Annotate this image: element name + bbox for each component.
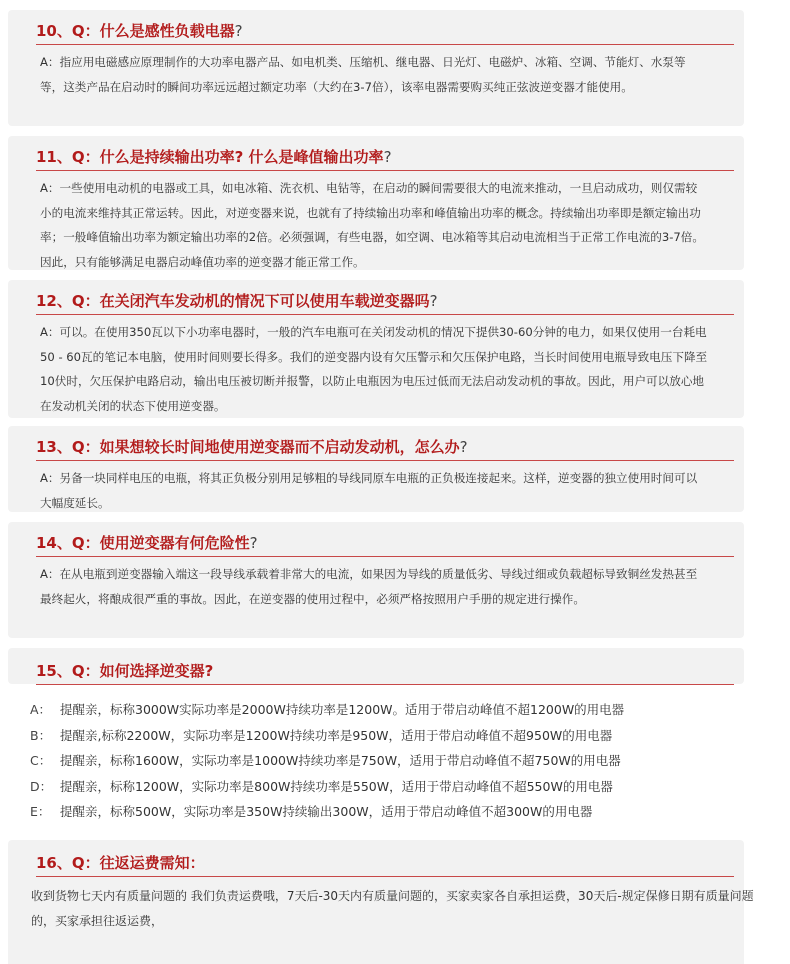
option-c: C： 提醒亲，标称1600W，实际功率是1000W持续功率是750W，适用于带启动峰值不超750W的用电器 xyxy=(30,753,621,768)
option-a: A： 提醒亲，标称3000W实际功率是2000W持续功率是1200W。适用于带启动峰值不超1200W的用电器 xyxy=(30,702,625,717)
faq-card-15 xyxy=(8,648,744,684)
question-title: 14、Q：使用逆变器有何危险性? xyxy=(36,532,734,557)
question-title: 16、Q：往返运费需知： xyxy=(36,852,734,877)
faq-card-13 xyxy=(8,426,744,512)
answer-text: A：指应用电磁感应原理制作的大功率电器产品、如电机类、压缩机、继电器、日光灯、电磁炉、冰箱、空调、节能灯、水泵等等，这类产品在启动时的瞬间功率远远超过额定功率（大约在3-7倍），该率电器需要购买纯正弦波逆变器才能使用。 xyxy=(40,55,686,94)
shipping-text: 收到货物七天内有质量问题的 我们负责运费哦，7天后-30天内有质量问题的，买家卖家各自承担运费，30天后-规定保修日期有质量问题的，买家承担往返运费， xyxy=(31,889,754,928)
answer-text: A：在从电瓶到逆变器输入端这一段导线承载着非常大的电流，如果因为导线的质量低劣、导线过细或负载超标导致铜丝发热甚至最终起火，将酿成很严重的事故。因此，在逆变器的使用过程中，必须严格按照用户手册的规定进行操作。 xyxy=(40,567,698,606)
faq-card-11 xyxy=(8,136,744,270)
question-title: 13、Q：如果想较长时间地使用逆变器而不启动发动机，怎么办? xyxy=(36,436,734,461)
faq-card-14 xyxy=(8,522,744,638)
question-title: 10、Q：什么是感性负载电器? xyxy=(36,20,734,45)
faq-card-10 xyxy=(8,10,744,126)
question-title: 12、Q：在关闭汽车发动机的情况下可以使用车载逆变器吗? xyxy=(36,290,734,315)
options-list xyxy=(30,697,624,825)
faq-card-12 xyxy=(8,280,744,418)
question-title: 11、Q：什么是持续输出功率? 什么是峰值输出功率? xyxy=(36,146,734,171)
option-e: E： 提醒亲，标称500W，实际功率是350W持续输出300W，适用于带启动峰值不超300W的用电器 xyxy=(30,804,593,819)
question-title: 15、Q：如何选择逆变器? xyxy=(36,660,734,685)
answer-text: A：可以。在使用350瓦以下小功率电器时，一般的汽车电瓶可在关闭发动机的情况下提供30-60分钟的电力，如果仅使用一台耗电50 - 60瓦的笔记本电脑，使用时间则要长得多。我们的逆变器内设有欠压警示和欠压保护电路，当长时间使用电瓶导致电压下降至10伏时，欠压保护电路启动，输出电压被切断并报警，以防止电瓶因为电压过低而无法启动发动机的事故。因此，用户可以放心地在发动机关闭的状态下使用逆变器。 xyxy=(40,325,708,413)
option-d: D： 提醒亲，标称1200W，实际功率是800W持续功率是550W，适用于带启动峰值不超550W的用电器 xyxy=(30,778,613,794)
answer-text: A：另备一块同样电压的电瓶，将其正负极分别用足够粗的导线同原车电瓶的正负极连接起来。这样，逆变器的独立使用时间可以大幅度延长。 xyxy=(40,471,698,510)
answer-text: A：一些使用电动机的电器或工具，如电冰箱、洗衣机、电钻等，在启动的瞬间需要很大的电流来推动，一旦启动成功，则仅需较小的电流来维持其正常运转。因此，对逆变器来说，也就有了持续输出功率和峰值输出功率的概念。持续输出功率即是额定输出功率；一般峰值输出功率为额定输出功率的2倍。必须强调，有些电器，如空调、电冰箱等其启动电流相当于正常工作电流的3-7倍。因此，只有能够满足电器启动峰值功率的逆变器才能正常工作。 xyxy=(40,181,704,269)
option-b: B： 提醒亲,标称2200W，实际功率是1200W持续功率是950W，适用于带启动峰值不超950W的用电器 xyxy=(30,727,613,743)
